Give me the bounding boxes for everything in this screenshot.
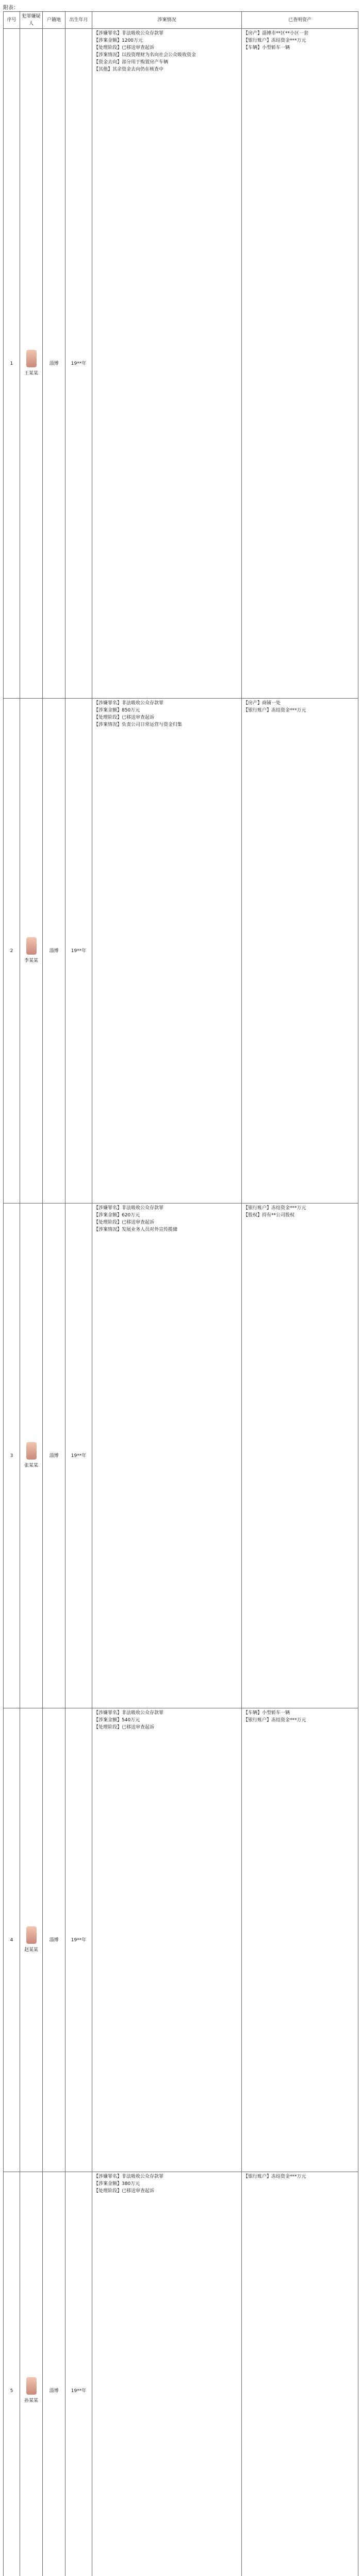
case-line: 【处理阶段】已移送审查起诉 [94,2189,155,2194]
case-line: 【涉案金额】620万元 [94,1213,140,1218]
header-region: 户籍地 [43,12,65,29]
case-line: 【处理阶段】已移送审查起诉 [94,1220,155,1225]
asset-line: 【房产】商铺一处 [243,701,281,706]
table-header-row [4,12,358,29]
suspect-name: 赵某某 [24,1947,38,1953]
row-region: 淄博 [43,1204,65,1708]
row-case [92,1708,242,2172]
row-region: 淄博 [43,29,65,699]
row-no: 2 [4,699,20,1204]
row-birth: 19**年 [65,29,92,699]
suspect-photo [26,937,37,955]
table-row [4,29,358,699]
row-assets [242,699,358,1204]
suspect-name: 李某某 [24,958,38,963]
case-line: 【资金去向】部分用于购置房产车辆 [94,60,169,65]
asset-line: 【车辆】小型轿车一辆 [243,1710,290,1716]
asset-line: 【股权】持有**公司股权 [243,1213,295,1218]
row-no: 5 [4,2172,20,2576]
section-1-label: 附表： [3,5,19,11]
case-line: 【涉案金额】1200万元 [94,38,143,43]
row-assets [242,29,358,699]
asset-line: 【房产】淄博市**区**小区一套 [243,31,309,36]
row-case [92,699,242,1204]
asset-line: 【银行账户】冻结资金***万元 [243,38,306,43]
case-line: 【其他】其余资金去向仍在核查中 [94,67,164,72]
header-name: 犯罪嫌疑人 [20,12,43,29]
case-line: 【涉嫌罪名】非法吸收公众存款罪 [94,701,164,706]
case-line: 【涉嫌罪名】非法吸收公众存款罪 [94,31,164,36]
suspect-name: 王某某 [24,371,38,376]
row-name [20,1708,43,2172]
header-birth: 出生年月 [65,12,92,29]
row-case [92,1204,242,1708]
suspects-table [3,11,358,2576]
asset-line: 【车辆】小型轿车一辆 [243,45,290,50]
table-row [4,699,358,1204]
row-no: 1 [4,29,20,699]
case-line: 【涉案情况】以投资理财为名向社会公众吸收资金 [94,53,196,58]
suspect-photo [26,2377,37,2395]
suspect-photo [26,1926,37,1944]
row-region: 淄博 [43,699,65,1204]
case-line: 【涉案情况】发展业务人员对外宣传揽储 [94,1227,178,1232]
case-line: 【处理阶段】已移送审查起诉 [94,1725,155,1730]
case-line: 【涉案金额】380万元 [94,2181,140,2187]
table-row [4,2172,358,2576]
suspect-photo [26,350,37,367]
row-case [92,29,242,699]
asset-line: 【银行账户】冻结资金***万元 [243,1718,306,1723]
row-name [20,2172,43,2576]
row-birth: 19**年 [65,2172,92,2576]
row-name [20,699,43,1204]
row-region: 淄博 [43,2172,65,2576]
asset-line: 【银行账户】冻结资金***万元 [243,708,306,713]
row-name [20,1204,43,1708]
row-birth: 19**年 [65,1708,92,2172]
case-line: 【涉案金额】540万元 [94,1718,140,1723]
case-line: 【处理阶段】已移送审查起诉 [94,45,155,50]
asset-line: 【银行账户】冻结资金***万元 [243,2174,306,2179]
row-assets [242,1204,358,1708]
header-case: 涉案情况 [92,12,242,29]
row-name [20,29,43,699]
row-case [92,2172,242,2576]
case-line: 【涉案情况】负责公司日常运营与资金归集 [94,722,183,727]
row-assets [242,2172,358,2576]
table-row [4,1708,358,2172]
row-birth: 19**年 [65,1204,92,1708]
row-no: 4 [4,1708,20,2172]
case-line: 【涉嫌罪名】非法吸收公众存款罪 [94,1710,164,1716]
case-line: 【处理阶段】已移送审查起诉 [94,715,155,720]
row-assets [242,1708,358,2172]
row-birth: 19**年 [65,699,92,1204]
header-assets: 已查明资产 [242,12,358,29]
suspect-name: 孙某某 [24,2398,38,2403]
header-no: 序号 [4,12,20,29]
suspect-photo [26,1442,37,1460]
row-no: 3 [4,1204,20,1708]
case-line: 【涉案金额】850万元 [94,708,140,713]
case-line: 【涉嫌罪名】非法吸收公众存款罪 [94,2174,164,2179]
suspect-name: 张某某 [24,1463,38,1468]
asset-line: 【银行账户】冻结资金***万元 [243,1206,306,1211]
table-row [4,1204,358,1708]
row-region: 淄博 [43,1708,65,2172]
case-line: 【涉嫌罪名】非法吸收公众存款罪 [94,1206,164,1211]
